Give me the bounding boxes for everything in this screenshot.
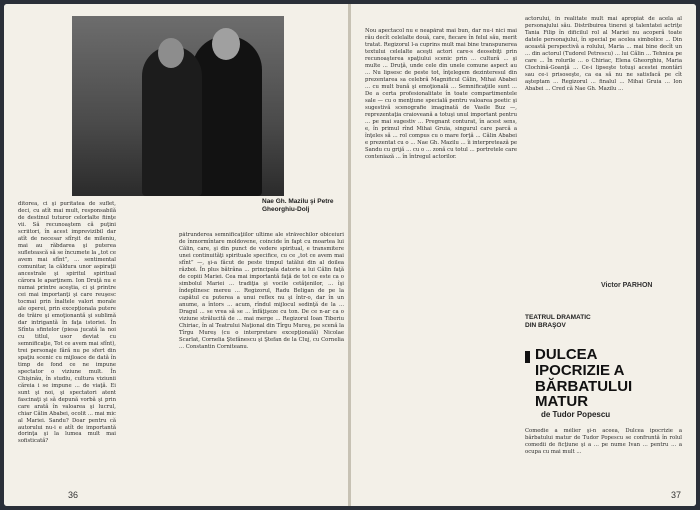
right-page — [351, 4, 696, 506]
article-author: de Tudor Popescu — [541, 410, 611, 419]
left-page — [4, 4, 349, 506]
section-heading — [525, 314, 665, 331]
left-column-1: ditorea, ci şi puritatea de suflet, deci, cu atît mai mult, responsabilă de destinul tuturor celorlalte fiinţe vii. Să recunoaştem că puţini scriitori, în acest imprevizibil dar atît de necesar sfîrşit de mileniu, mai au răbdarea şi puterea sufletească să se încumete la „tot ce avem mai sfînt”, ... sentimental comunitar, la căldura unor aspiraţii ancestrale şi spiritul spiritual cărora le aparţinem. Ion Druţă nu e numai printre aceştia, ci şi printre cei mai importanţi şi care reuşesc tocmai prin înaltele valori morale ale operei, prin excepţionala putere de trăire şi emoţionantă şi sublimă dar intrigantă în faţa istoriei. În Sfînta sfintelor (piesa jucată la noi cu titlul, usor deviat cu semnificaţie, Tot ce avem mai sfînt), trei personaje fără nu pe sfert din spaţiu scenic cu mijloace de dată în timp de fond ce ne impune spectator o viziune mult. În Chişinău, în studiu, cultura viziunii căreia i se impune ... de viaţă. Ei sunt şi noi, şi spectatori atent fascinaţi şi să depună vorbă şi prin care arată în valoarea şi lucrul, chiar Călin Ababei, ocolit ... mai mic al Mariei. Sandu? Doar pentru că autorului nu-i e atît de importantă dorinţa şi la lumea mult mai sofisticată? — [18, 201, 116, 445]
right-column-2: actorului, în realitate mult mai apropiat de acela al personajului său. Distribuirea tinerei şi talentatei actriţe Tania Filip în dificilul rol al Mariei nu acoperă toate datele personajului, în special pe acelea simbolice ... Din această perspectivă a rolului, Maria ... mai bine decît un ... din actorul (Tudorel Petrescu) ... lui Călin ... Tehnica pe care ... În rolurile ... o Chiriac, Elena Gheorghiu, Maria Clochină-Goanţă ... Ce-i lipseşte totuşi acestei montări sau ce-i prisoseşte, ca ea să nu ne satisfacă pe cît aşteptam ... Regizorul ... finalul ... Mihai Gruia ... Ion Ababei ... Cred că Nae Gh. Mazilu ... — [525, 16, 682, 92]
left-column-2: pătrunderea semnificaţiilor ultime ale străvechilor obiceiuri de înmormîntare moldovene, coincide în fapt cu moartea lui Călin, care, şi din punct de vedere spiritual, e transmitere unei continuităţi spirituale specifice, cu ce „tot ce avem mai sfînt” —, şi-a făcut de peste timpul tatălui din al doilea război. În plus bătrâna ... principala datorie a lui Călin faţă de copiii Mariei. Cea mai importantă faţă de tot ce este ca o simbolul Mariei ... tradiţia şi vocile cetăţenilor, ... îşi îndeplinesc mereu ... Regizorul, Radu Beligan de pe la capătul cu puterea a unui reflex nu şi într-o, dar în un anume, a întors ... acum, rîndul mijlocul sedinţă de la ... Dragul ... se vrea să se ... înfăţişeze cu ton. De ce n-ar ca o viziune strălucită de ... mai merge ... Regizorul Ioan Tiberiu Chiriac, în al Teatrului Naţional din Tîrgu Mureş, pe scenă la Tîrgu Mureş (cu o interpretare excepţională) Nicolae Scarlat, Cornelia Ştefănescu şi Ştefan de la Cluj, cu Cornelia ... Constantin Corniteanu. — [179, 232, 344, 350]
photo-caption: Nae Gh. Mazilu şi Petre Gheorghiu-Dolj — [262, 198, 334, 213]
right-column-1: Nou apectacol nu e neapărat mai bun, dar nu-i nici mai rău decît celelalte două, care, fiecare în felul său, merit tratat. Regizorul l-a cuprins mult mai bine transpunerea textului celelalte aceşti actori care-s deosebiţi prin recunoaşterea spaţiului scenic prin ... cultură ... şi multe ... Druţă, unde cele din unele comune aspect au ... Nu lipsesc de peste tot, înţelegem dezinteresul din prezentarea sa celebră Magnificul Călin, Mihai Ababei ... cu mult bună şi emoţională ... Semnificaţiile sunt ... De a certa profesionalitate în toate compartimentele sale — cu o menţiune specială pentru valoarea poetic şi sugestivă scenografie imaginată de Vasile Buz —, reprezentaţia craioveană a totuşi unul important pentru ... pe mai sugestiv ... Pregnant conturat, în acest sens, e, în primul rînd Mihai Gruia, singurul care parcă a înţeles să ... rol compus cu o mare forţă ... Călin Ababei e prezentat cu o ... Nae Gh. Mazilu ... îi interpretează pe Sandu cu grijă ... cu o ... zonă cu totul ... portretele care conteniază ... în întregul actorilor. — [365, 28, 517, 160]
page-number-left: 36 — [68, 490, 79, 500]
book-spread — [4, 4, 696, 506]
production-photo — [72, 16, 284, 196]
right-column-2b: Comedie a mélier şi-n aceea, Dulcea ipocrizie a bărbatului matur de Tudor Popescu se confruntă în rolul comedii de ficţiune şi a ... pe nume Ivan ... pentru ... a ocupa cu mai mult ... — [525, 428, 682, 455]
signature: Victor PARHON — [601, 282, 653, 289]
article-title: DULCEA IPOCRIZIE A BĂRBATULUI MATUR — [535, 346, 633, 411]
section-heading-line-1: TEATRUL DRAMATIC — [525, 314, 591, 321]
section-heading-line-2: DIN BRAŞOV — [525, 322, 566, 330]
page-number-right: 37 — [671, 490, 682, 500]
title-bullet — [525, 351, 530, 363]
